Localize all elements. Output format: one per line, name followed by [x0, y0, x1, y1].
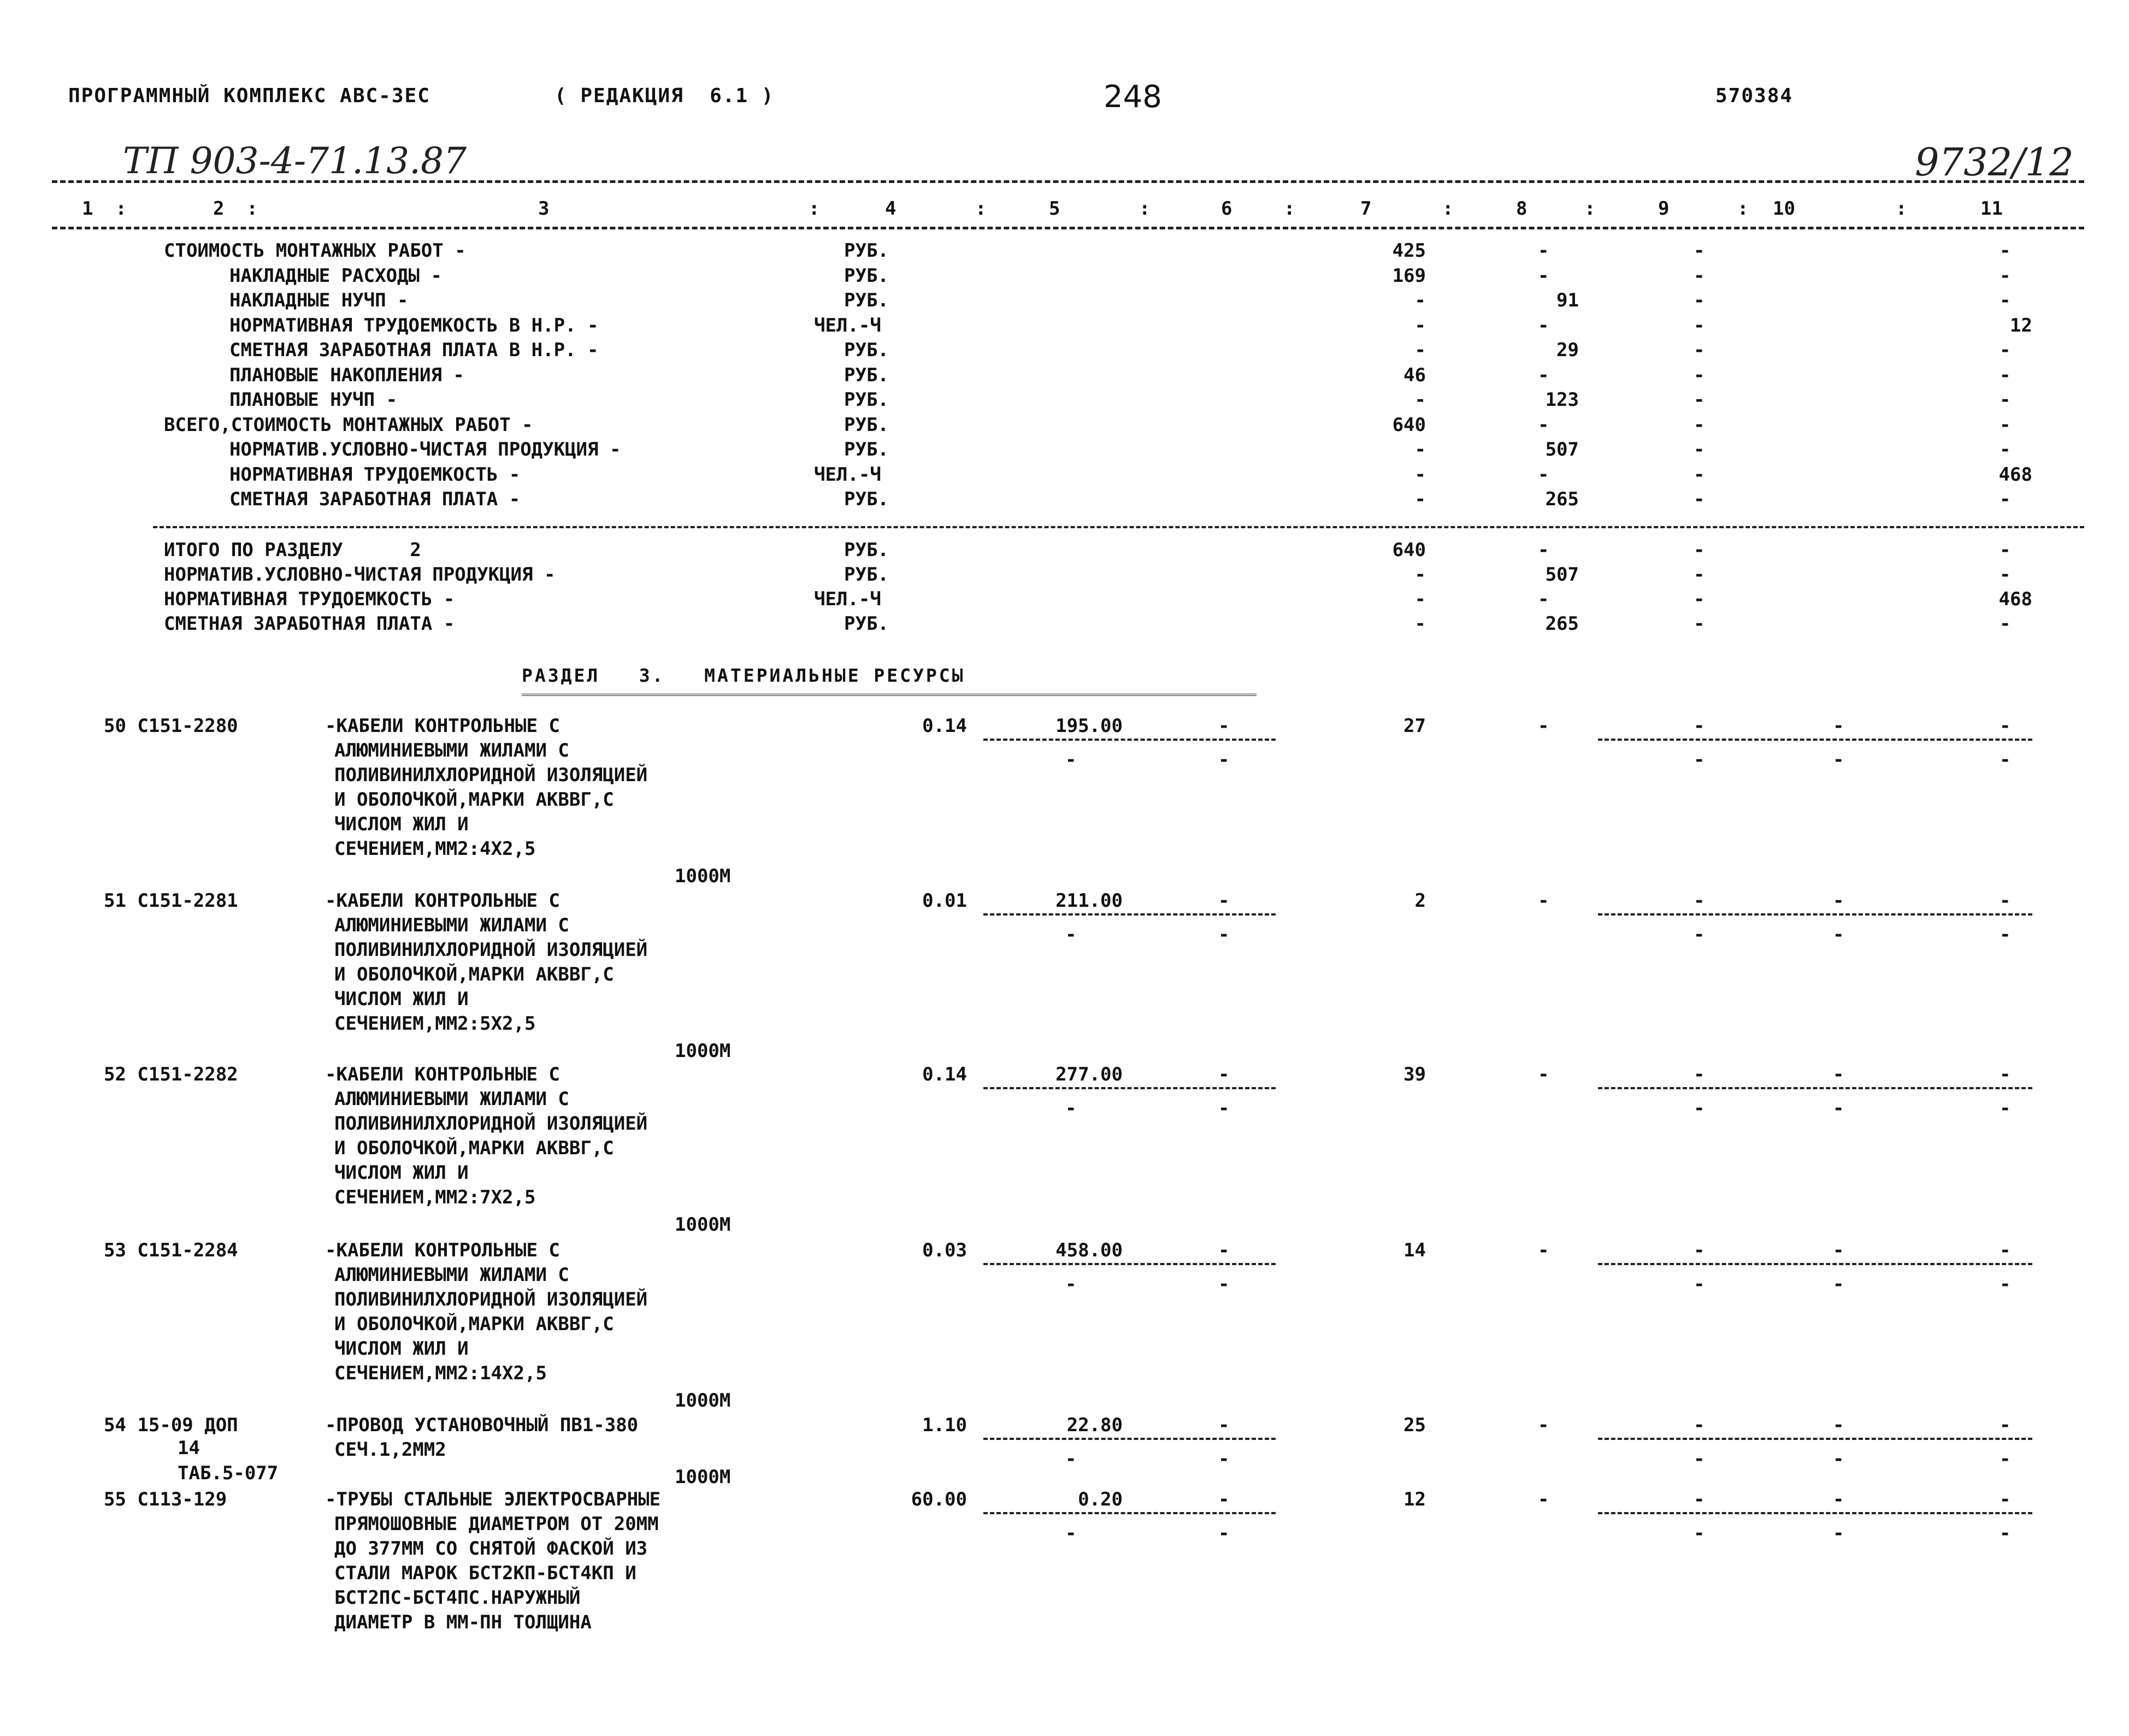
- summary1-row-5-unit: РУБ.: [844, 364, 889, 386]
- summary1-row-9-col9: -: [1694, 463, 1705, 486]
- summary2-row-1-col7: -: [1414, 564, 1426, 586]
- item-51-code: 51 С151-2281: [104, 890, 238, 912]
- summary1-row-0-col9: -: [1694, 240, 1705, 262]
- summary1-row-4-col11: -: [2000, 339, 2011, 361]
- summary2-row-2-col9: -: [1694, 588, 1705, 610]
- summary2-row-1-col8: 507: [1545, 564, 1579, 586]
- summary1-row-1-unit: РУБ.: [844, 264, 889, 287]
- summary2-row-2-col11: 468: [1998, 588, 2032, 610]
- item-50-unit: 1000М: [675, 865, 731, 887]
- summary1-row-6-label: ПЛАНОВЫЕ НУЧП -: [229, 389, 398, 411]
- item-55-col10: -: [1833, 1489, 1844, 1510]
- summary2-row-1-col11: -: [2000, 564, 2011, 586]
- summary1-row-7-col8: -: [1538, 414, 1549, 436]
- column-header-5: :: [975, 198, 987, 220]
- item-54-col5-sub: -: [1065, 1448, 1077, 1470]
- summary1-row-2-unit: РУБ.: [844, 290, 889, 311]
- item-55-desc-2: ДО 377ММ СО СНЯТОЙ ФАСКОЙ ИЗ: [334, 1538, 648, 1560]
- item-51-desc-3: И ОБОЛОЧКОЙ,МАРКИ АКВВГ,С: [334, 964, 614, 985]
- item-54-code: 54 15-09 ДОП: [104, 1414, 238, 1436]
- item-51-desc-2: ПОЛИВИНИЛХЛОРИДНОЙ ИЗОЛЯЦИЕЙ: [334, 939, 648, 961]
- item-54-col10-sub: -: [1833, 1448, 1844, 1470]
- handwritten-doc-number: ТП 903-4-71.13.87: [123, 140, 467, 182]
- item-54-desc-1: СЕЧ.1,2ММ2: [334, 1439, 446, 1461]
- item-51-desc-4: ЧИСЛОМ ЖИЛ И: [334, 988, 469, 1010]
- item-52-code: 52 С151-2282: [104, 1064, 238, 1085]
- item-53-col11-sub: -: [2000, 1273, 2011, 1295]
- item-55-qty: 60.00: [911, 1489, 967, 1510]
- item-55-desc-0: -ТРУБЫ СТАЛЬНЫЕ ЭЛЕКТРОСВАРНЫЕ: [325, 1489, 661, 1510]
- item-53-desc-2: ПОЛИВИНИЛХЛОРИДНОЙ ИЗОЛЯЦИЕЙ: [334, 1289, 648, 1310]
- item-54-rule-a: [983, 1438, 1276, 1440]
- summary1-row-9-col8: -: [1538, 463, 1549, 486]
- summary1-row-9-label: НОРМАТИВНАЯ ТРУДОЕМКОСТЬ -: [229, 463, 521, 486]
- section-3-underline: [522, 694, 1257, 698]
- column-header-12: 8: [1516, 198, 1528, 220]
- summary1-row-0-col8: -: [1538, 240, 1549, 262]
- column-header-4: 4: [885, 198, 897, 220]
- item-53-col11: -: [2000, 1239, 2011, 1261]
- summary1-row-3-col8: -: [1538, 314, 1549, 336]
- item-53-col6: -: [1218, 1239, 1230, 1261]
- summary1-row-3-col9: -: [1694, 314, 1705, 336]
- item-52-desc-5: СЕЧЕНИЕМ,ММ2:7Х2,5: [334, 1186, 536, 1208]
- summary1-row-2-col11: -: [2000, 290, 2011, 311]
- summary1-row-4-col8: 29: [1556, 339, 1579, 361]
- summary2-row-2-col7: -: [1414, 588, 1426, 610]
- summary2-row-3-label: СМЕТНАЯ ЗАРАБОТНАЯ ПЛАТА -: [164, 613, 455, 635]
- item-54-rule-b: [1598, 1438, 2032, 1440]
- item-54-col8: -: [1538, 1414, 1549, 1436]
- item-53-unit: 1000М: [675, 1390, 731, 1412]
- item-55-desc-1: ПРЯМОШОВНЫЕ ДИАМЕТРОМ ОТ 20ММ: [334, 1513, 659, 1535]
- summary2-row-0-col7: 640: [1392, 539, 1426, 561]
- summary1-row-1-col7: 169: [1392, 264, 1426, 287]
- item-53-qty: 0.03: [922, 1239, 967, 1261]
- summary1-row-4-col9: -: [1694, 339, 1705, 361]
- item-51-rule-a: [983, 913, 1276, 916]
- item-55-desc-4: БСТ2ПС-БСТ4ПС.НАРУЖНЫЙ: [334, 1587, 581, 1609]
- summary1-row-6-col9: -: [1694, 389, 1705, 411]
- item-51-col10: -: [1833, 890, 1844, 912]
- summary1-row-1-col8: -: [1538, 264, 1549, 287]
- item-51-desc-0: -КАБЕЛИ КОНТРОЛЬНЫЕ С: [325, 890, 560, 912]
- item-55-code: 55 С113-129: [104, 1489, 227, 1510]
- item-52-col11: -: [2000, 1064, 2011, 1085]
- item-51-rule-b: [1598, 913, 2032, 916]
- item-52-desc-4: ЧИСЛОМ ЖИЛ И: [334, 1162, 469, 1184]
- summary1-row-8-label: НОРМАТИВ.УСЛОВНО-ЧИСТАЯ ПРОДУКЦИЯ -: [229, 439, 621, 460]
- summary1-row-4-label: СМЕТНАЯ ЗАРАБОТНАЯ ПЛАТА В Н.Р. -: [229, 339, 599, 361]
- item-54-col10: -: [1833, 1414, 1844, 1436]
- summary1-row-0-col7: 425: [1392, 240, 1426, 262]
- summary1-row-0-unit: РУБ.: [844, 240, 889, 262]
- item-54-col11: -: [2000, 1414, 2011, 1436]
- item-52-desc-3: И ОБОЛОЧКОЙ,МАРКИ АКВВГ,С: [334, 1137, 614, 1159]
- header-rule: [52, 227, 2084, 229]
- summary2-row-3-unit: РУБ.: [844, 613, 889, 635]
- item-54-unit: 1000М: [675, 1466, 731, 1488]
- item-55-col9-sub: -: [1694, 1522, 1705, 1544]
- summary1-row-1-col11: -: [2000, 264, 2011, 287]
- item-55-col10-sub: -: [1833, 1522, 1844, 1544]
- item-52-rule-b: [1598, 1087, 2032, 1089]
- item-52-col6-sub: -: [1218, 1097, 1230, 1119]
- column-header-14: 9: [1658, 198, 1670, 220]
- column-header-6: 5: [1049, 198, 1060, 220]
- item-52-desc-2: ПОЛИВИНИЛХЛОРИДНОЙ ИЗОЛЯЦИЕЙ: [334, 1113, 648, 1135]
- summary1-row-7-col11: -: [2000, 414, 2011, 436]
- item-53-col8: -: [1538, 1239, 1549, 1261]
- item-50-desc-5: СЕЧЕНИЕМ,ММ2:4Х2,5: [334, 838, 536, 860]
- item-53-col9-sub: -: [1694, 1273, 1705, 1295]
- summary1-row-3-col7: -: [1414, 314, 1426, 336]
- item-50-desc-2: ПОЛИВИНИЛХЛОРИДНОЙ ИЗОЛЯЦИЕЙ: [334, 764, 648, 786]
- column-header-15: :: [1737, 198, 1749, 220]
- item-55-rule-b: [1598, 1512, 2032, 1514]
- item-55-col8: -: [1538, 1489, 1549, 1510]
- summary2-row-3-col7: -: [1414, 613, 1426, 635]
- summary1-row-6-unit: РУБ.: [844, 389, 889, 411]
- summary1-row-9-unit: ЧЕЛ.-Ч: [814, 463, 881, 486]
- summary1-row-8-unit: РУБ.: [844, 439, 889, 460]
- item-52-desc-0: -КАБЕЛИ КОНТРОЛЬНЫЕ С: [325, 1064, 560, 1085]
- edition-label: ( РЕДАКЦИЯ 6.1 ): [555, 85, 775, 107]
- item-52-col6: -: [1218, 1064, 1230, 1085]
- item-51-col8: -: [1538, 890, 1549, 912]
- summary1-row-10-col9: -: [1694, 488, 1705, 510]
- item-51-unit: 1000М: [675, 1040, 731, 1062]
- summary2-row-3-col8: 265: [1545, 613, 1579, 635]
- summary1-row-7-col7: 640: [1392, 414, 1426, 436]
- summary1-row-8-col8: 507: [1545, 439, 1579, 460]
- column-header-1: 2 :: [213, 198, 258, 220]
- item-52-col10: -: [1833, 1064, 1844, 1085]
- summary2-row-1-label: НОРМАТИВ.УСЛОВНО-ЧИСТАЯ ПРОДУКЦИЯ -: [164, 564, 556, 586]
- item-53-col7: 14: [1403, 1239, 1426, 1261]
- summary2-row-3-col11: -: [2000, 613, 2011, 635]
- item-53-col10-sub: -: [1833, 1273, 1844, 1295]
- page-number: 248: [1104, 79, 1162, 115]
- summary2-row-0-col11: -: [2000, 539, 2011, 561]
- item-52-col7: 39: [1403, 1064, 1426, 1085]
- summary1-row-4-col7: -: [1414, 339, 1426, 361]
- summary2-row-0-col9: -: [1694, 539, 1705, 561]
- item-53-price: 458.00: [1055, 1239, 1123, 1261]
- summary2-row-1-unit: РУБ.: [844, 564, 889, 586]
- handwritten-sheet-number: 9732/12: [1915, 140, 2074, 185]
- item-51-price: 211.00: [1055, 890, 1123, 912]
- item-54-code-line2: 14: [178, 1437, 200, 1459]
- summary2-row-2-col8: -: [1538, 588, 1549, 610]
- item-51-desc-1: АЛЮМИНИЕВЫМИ ЖИЛАМИ С: [334, 914, 569, 936]
- item-53-desc-3: И ОБОЛОЧКОЙ,МАРКИ АКВВГ,С: [334, 1313, 614, 1335]
- item-51-qty: 0.01: [922, 890, 967, 912]
- summary2-row-2-label: НОРМАТИВНАЯ ТРУДОЕМКОСТЬ -: [164, 588, 455, 610]
- item-53-desc-5: СЕЧЕНИЕМ,ММ2:14Х2,5: [334, 1362, 547, 1384]
- summary2-row-0-unit: РУБ.: [844, 539, 889, 561]
- item-55-price: 0.20: [1078, 1489, 1123, 1510]
- summary1-row-9-col7: -: [1414, 463, 1426, 486]
- column-header-8: 6: [1221, 198, 1232, 220]
- item-54-col9: -: [1694, 1414, 1705, 1436]
- summary1-row-5-col9: -: [1694, 364, 1705, 386]
- summary1-row-6-col7: -: [1414, 389, 1426, 411]
- summary1-row-6-col8: 123: [1545, 389, 1579, 411]
- item-50-col7: 27: [1403, 715, 1426, 737]
- summary1-row-2-col9: -: [1694, 290, 1705, 311]
- item-50-col9: -: [1694, 715, 1705, 737]
- item-51-col9: -: [1694, 890, 1705, 912]
- item-55-col7: 12: [1403, 1489, 1426, 1510]
- summary1-row-3-col11: 12: [2010, 314, 2032, 336]
- column-header-11: :: [1442, 198, 1454, 220]
- item-50-desc-1: АЛЮМИНИЕВЫМИ ЖИЛАМИ С: [334, 740, 569, 761]
- column-header-17: :: [1896, 198, 1907, 220]
- item-50-col10-sub: -: [1833, 749, 1844, 771]
- summary2-row-0-col8: -: [1538, 539, 1549, 561]
- item-51-col6: -: [1218, 890, 1230, 912]
- item-52-desc-1: АЛЮМИНИЕВЫМИ ЖИЛАМИ С: [334, 1088, 569, 1110]
- item-55-col11-sub: -: [2000, 1522, 2011, 1544]
- item-52-col11-sub: -: [2000, 1097, 2011, 1119]
- summary1-row-10-col11: -: [2000, 488, 2011, 510]
- summary1-row-2-col7: -: [1414, 290, 1426, 311]
- summary2-row-3-col9: -: [1694, 613, 1705, 635]
- item-51-col11-sub: -: [2000, 924, 2011, 946]
- summary1-row-1-col9: -: [1694, 264, 1705, 287]
- item-50-desc-0: -КАБЕЛИ КОНТРОЛЬНЫЕ С: [325, 715, 560, 737]
- summary1-row-2-col8: 91: [1556, 290, 1579, 311]
- item-50-col9-sub: -: [1694, 749, 1705, 771]
- summary1-row-1-label: НАКЛАДНЫЕ РАСХОДЫ -: [229, 264, 442, 287]
- summary1-row-9-col11: 468: [1998, 463, 2032, 486]
- item-50-col11-sub: -: [2000, 749, 2011, 771]
- summary1-row-3-label: НОРМАТИВНАЯ ТРУДОЕМКОСТЬ В Н.Р. -: [229, 314, 599, 336]
- summary1-row-5-col8: -: [1538, 364, 1549, 386]
- item-54-col7: 25: [1403, 1414, 1426, 1436]
- item-53-desc-0: -КАБЕЛИ КОНТРОЛЬНЫЕ С: [325, 1239, 560, 1261]
- summary1-row-5-col7: 46: [1403, 364, 1426, 386]
- item-52-col9-sub: -: [1694, 1097, 1705, 1119]
- item-53-rule-a: [983, 1263, 1276, 1265]
- item-50-rule-a: [983, 739, 1276, 741]
- item-50-price: 195.00: [1055, 715, 1123, 737]
- item-50-desc-4: ЧИСЛОМ ЖИЛ И: [334, 813, 469, 835]
- item-51-col10-sub: -: [1833, 924, 1844, 946]
- item-52-col5-sub: -: [1065, 1097, 1077, 1119]
- summary1-row-10-unit: РУБ.: [844, 488, 889, 510]
- item-52-unit: 1000М: [675, 1214, 731, 1236]
- item-55-desc-5: ДИАМЕТР В ММ-ПН ТОЛЩИНА: [334, 1611, 592, 1633]
- column-header-3: :: [809, 198, 820, 220]
- item-50-col5-sub: -: [1065, 749, 1077, 771]
- summary2-row-0-label: ИТОГО ПО РАЗДЕЛУ 2: [164, 539, 421, 561]
- summary2-row-1-col9: -: [1694, 564, 1705, 586]
- item-54-qty: 1.10: [922, 1414, 967, 1436]
- item-55-col9: -: [1694, 1489, 1705, 1510]
- item-50-col11: -: [2000, 715, 2011, 737]
- item-53-col6-sub: -: [1218, 1273, 1230, 1295]
- item-54-code-line3: ТАБ.5-077: [178, 1462, 279, 1484]
- item-54-col11-sub: -: [2000, 1448, 2011, 1470]
- summary1-row-6-col11: -: [2000, 389, 2011, 411]
- column-header-10: 7: [1360, 198, 1372, 220]
- item-55-rule-a: [983, 1512, 1276, 1514]
- column-header-9: :: [1284, 198, 1295, 220]
- item-52-col10-sub: -: [1833, 1097, 1844, 1119]
- item-50-col8: -: [1538, 715, 1549, 737]
- column-header-18: 11: [1980, 198, 2003, 220]
- item-50-col6: -: [1218, 715, 1230, 737]
- summary1-row-0-col11: -: [2000, 240, 2011, 262]
- item-50-code: 50 С151-2280: [104, 715, 238, 737]
- summary1-row-10-col7: -: [1414, 488, 1426, 510]
- column-header-0: 1 :: [82, 198, 127, 220]
- item-50-desc-3: И ОБОЛОЧКОЙ,МАРКИ АКВВГ,С: [334, 789, 614, 811]
- summary1-row-5-col11: -: [2000, 364, 2011, 386]
- item-51-col9-sub: -: [1694, 924, 1705, 946]
- program-title: ПРОГРАММНЫЙ КОМПЛЕКС АВС-ЗЕС: [68, 85, 430, 107]
- summary1-row-7-col9: -: [1694, 414, 1705, 436]
- item-55-col6-sub: -: [1218, 1522, 1230, 1544]
- item-50-qty: 0.14: [922, 715, 967, 737]
- item-52-col8: -: [1538, 1064, 1549, 1085]
- item-50-col6-sub: -: [1218, 749, 1230, 771]
- item-53-desc-1: АЛЮМИНИЕВЫМИ ЖИЛАМИ С: [334, 1264, 569, 1286]
- item-54-col6: -: [1218, 1414, 1230, 1436]
- summary1-row-5-label: ПЛАНОВЫЕ НАКОПЛЕНИЯ -: [229, 364, 464, 386]
- summary1-row-8-col11: -: [2000, 439, 2011, 460]
- section-3-title: РАЗДЕЛ 3. МАТЕРИАЛЬНЫЕ РЕСУРСЫ: [522, 665, 965, 686]
- item-52-col9: -: [1694, 1064, 1705, 1085]
- item-54-price: 22.80: [1066, 1414, 1123, 1436]
- item-53-col5-sub: -: [1065, 1273, 1077, 1295]
- column-header-13: :: [1584, 198, 1596, 220]
- summary-divider: [153, 526, 2084, 528]
- item-52-rule-a: [983, 1087, 1276, 1089]
- item-50-rule-b: [1598, 739, 2032, 741]
- item-51-desc-5: СЕЧЕНИЕМ,ММ2:5Х2,5: [334, 1013, 536, 1035]
- summary1-row-8-col7: -: [1414, 439, 1426, 460]
- summary1-row-3-unit: ЧЕЛ.-Ч: [814, 314, 881, 336]
- summary1-row-0-label: СТОИМОСТЬ МОНТАЖНЫХ РАБОТ -: [164, 240, 466, 262]
- item-55-desc-3: СТАЛИ МАРОК БСТ2КП-БСТ4КП И: [334, 1562, 636, 1584]
- item-54-col6-sub: -: [1218, 1448, 1230, 1470]
- summary1-row-7-label: ВСЕГО,СТОИМОСТЬ МОНТАЖНЫХ РАБОТ -: [164, 414, 533, 436]
- column-header-2: 3: [538, 198, 550, 220]
- item-51-col5-sub: -: [1065, 924, 1077, 946]
- top-rule: [52, 180, 2084, 183]
- summary1-row-4-unit: РУБ.: [844, 339, 889, 361]
- column-header-7: :: [1139, 198, 1151, 220]
- item-55-col11: -: [2000, 1489, 2011, 1510]
- summary1-row-10-col8: 265: [1545, 488, 1579, 510]
- summary1-row-7-unit: РУБ.: [844, 414, 889, 436]
- item-51-col11: -: [2000, 890, 2011, 912]
- item-53-desc-4: ЧИСЛОМ ЖИЛ И: [334, 1338, 469, 1360]
- summary2-row-2-unit: ЧЕЛ.-Ч: [814, 588, 881, 610]
- item-50-col10: -: [1833, 715, 1844, 737]
- item-53-col9: -: [1694, 1239, 1705, 1261]
- column-header-16: 10: [1773, 198, 1795, 220]
- item-55-col6: -: [1218, 1489, 1230, 1510]
- document-code: 570384: [1715, 85, 1794, 107]
- item-55-col5-sub: -: [1065, 1522, 1077, 1544]
- summary1-row-2-label: НАКЛАДНЫЕ НУЧП -: [229, 290, 409, 311]
- item-51-col7: 2: [1414, 890, 1426, 912]
- item-54-col9-sub: -: [1694, 1448, 1705, 1470]
- summary1-row-10-label: СМЕТНАЯ ЗАРАБОТНАЯ ПЛАТА -: [229, 488, 521, 510]
- item-52-qty: 0.14: [922, 1064, 967, 1085]
- item-53-col10: -: [1833, 1239, 1844, 1261]
- item-53-rule-b: [1598, 1263, 2032, 1265]
- item-51-col6-sub: -: [1218, 924, 1230, 946]
- item-52-price: 277.00: [1055, 1064, 1123, 1085]
- item-53-code: 53 С151-2284: [104, 1239, 238, 1261]
- item-54-desc-0: -ПРОВОД УСТАНОВОЧНЫЙ ПВ1-380: [325, 1414, 639, 1436]
- summary1-row-8-col9: -: [1694, 439, 1705, 460]
